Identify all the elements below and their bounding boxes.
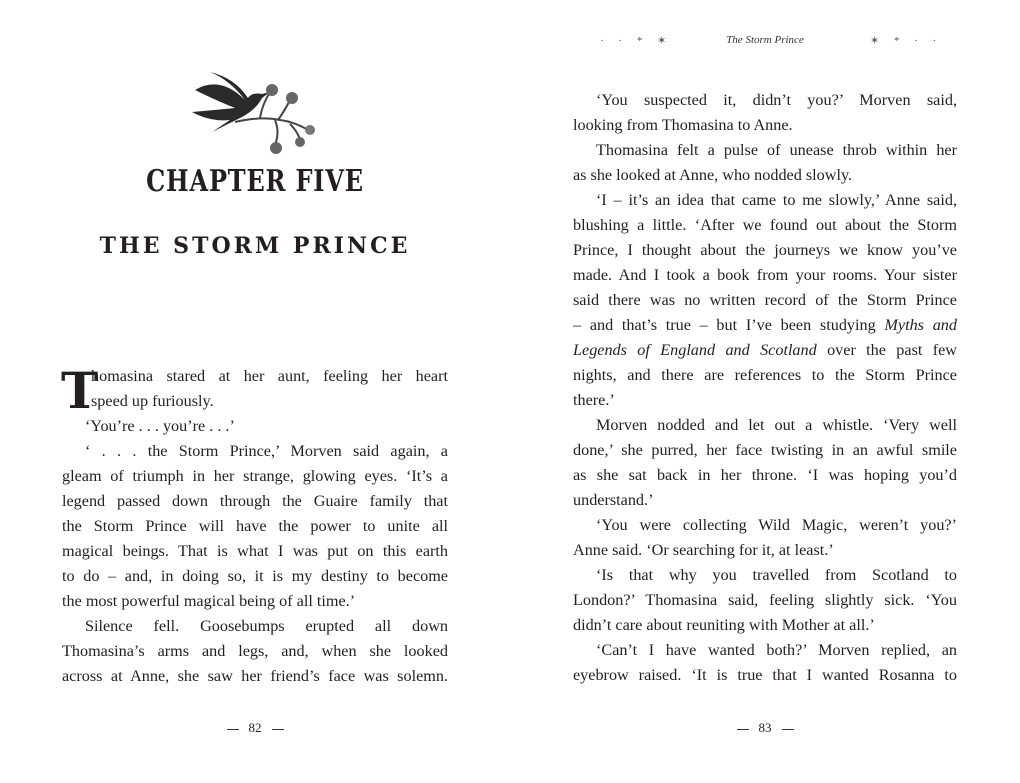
- paragraph: [573, 563, 957, 638]
- paragraph: [62, 439, 448, 614]
- text-line: done,’ she purred, her face twisting in an awful smile: [573, 441, 957, 459]
- text-line: Thomasina felt a pulse of unease throb within her: [596, 141, 957, 159]
- text-line: to do – and, in doing so, it is my destiny to become: [62, 567, 448, 585]
- text-line: Anne said. ‘Or searching for it, at least.’: [573, 541, 834, 559]
- ornament-icon: [272, 729, 284, 730]
- text-line: the Storm Prince will have the power to unite all: [62, 517, 448, 535]
- text-segment: over the past few: [816, 341, 957, 359]
- text-line: gleam of triumph in her strange, glowing eyes. ‘It’s a: [62, 467, 448, 485]
- text-line: said there was no written record of the Storm Prince: [573, 291, 957, 309]
- star-ornament-icon: · · * ✶: [600, 35, 673, 47]
- text-line: Morven nodded and let out a whistle. ‘Very well: [596, 416, 957, 434]
- page-number-right: [510, 720, 1020, 736]
- text-line: [573, 338, 957, 363]
- italic-title-text: Myths and: [884, 316, 957, 334]
- left-body-text: [61, 361, 448, 689]
- text-line: made. And I took a book from your rooms. Your sister: [573, 266, 957, 284]
- text-line: as she looked at Anne, who nodded slowly.: [573, 166, 853, 184]
- bird-on-branch-illustration: [190, 70, 320, 160]
- text-line: eyebrow raised. ‘It is true that I wanted Rosanna to: [573, 666, 957, 684]
- text-line: as she sat back in her throne. ‘I was hoping you’d: [573, 466, 957, 484]
- running-head: The Storm Prince: [726, 34, 804, 46]
- page-number-left: [0, 720, 510, 736]
- text-line: magical beings. That is what I was put on this earth: [62, 542, 448, 560]
- text-line: looking from Thomasina to Anne.: [573, 116, 793, 134]
- text-segment: – and that’s true – but I’ve been studying: [573, 316, 885, 334]
- paragraph: [62, 614, 448, 689]
- text-line: Silence fell. Goosebumps erupted all down: [85, 617, 448, 635]
- text-line: ‘You’re . . . you’re . . .’: [85, 417, 235, 435]
- ornament-icon: [782, 729, 794, 730]
- star-ornament-icon: ✶ * · ·: [870, 35, 943, 47]
- text-line: legend passed down through the Guaire family that: [62, 492, 448, 510]
- text-line: London?’ Thomasina said, feeling slightly sick. ‘You: [573, 591, 957, 609]
- paragraph: [62, 414, 448, 439]
- ornament-icon: [227, 729, 239, 730]
- text-line: speed up furiously.: [91, 392, 214, 410]
- text-line: homasina stared at her aunt, feeling her heart: [91, 367, 448, 385]
- page-number: 83: [758, 720, 772, 735]
- text-line: ‘I – it’s an idea that came to me slowly,’ Anne said,: [596, 191, 957, 209]
- drop-cap: T: [61, 361, 99, 420]
- text-line: ‘Can’t I have wanted both?’ Morven replied, an: [596, 641, 957, 659]
- text-line: ‘ . . . the Storm Prince,’ Morven said again, a: [85, 442, 448, 460]
- italic-title-text: Legends of England and Scotland: [573, 341, 817, 359]
- text-line: didn’t care about reuniting with Mother at all.’: [573, 616, 875, 634]
- paragraph: [573, 513, 957, 563]
- text-line: across at Anne, she saw her friend’s face was solemn.: [62, 667, 448, 685]
- paragraph: [573, 638, 957, 688]
- text-line: there.’: [573, 391, 615, 409]
- text-line: Prince, I thought about the journeys we know you’ve: [573, 241, 957, 259]
- right-body-text: [573, 88, 957, 688]
- paragraph: [61, 361, 448, 420]
- text-line: Thomasina’s arms and legs, and, when she looked: [62, 642, 448, 660]
- text-line: blushing a little. ‘After we found out about the Storm: [573, 216, 957, 234]
- text-line: the most powerful magical being of all time.’: [62, 592, 356, 610]
- text-line: ‘Is that why you travelled from Scotland to: [596, 566, 957, 584]
- text-line: understand.’: [573, 491, 654, 509]
- paragraph: [573, 188, 957, 413]
- right-page: [510, 0, 1020, 783]
- chapter-number: CHAPTER FIVE: [146, 164, 364, 199]
- chapter-title: THE STORM PRINCE: [99, 233, 411, 259]
- text-line: nights, and there are references to the Storm Prince: [573, 366, 957, 384]
- text-line: [573, 313, 957, 338]
- ornament-icon: [737, 729, 749, 730]
- paragraph: [573, 88, 957, 138]
- text-line: ‘You suspected it, didn’t you?’ Morven said,: [596, 91, 957, 109]
- paragraph: [573, 138, 957, 188]
- text-line: ‘You were collecting Wild Magic, weren’t you?’: [596, 516, 957, 534]
- paragraph: [573, 413, 957, 513]
- page-number: 82: [248, 720, 262, 735]
